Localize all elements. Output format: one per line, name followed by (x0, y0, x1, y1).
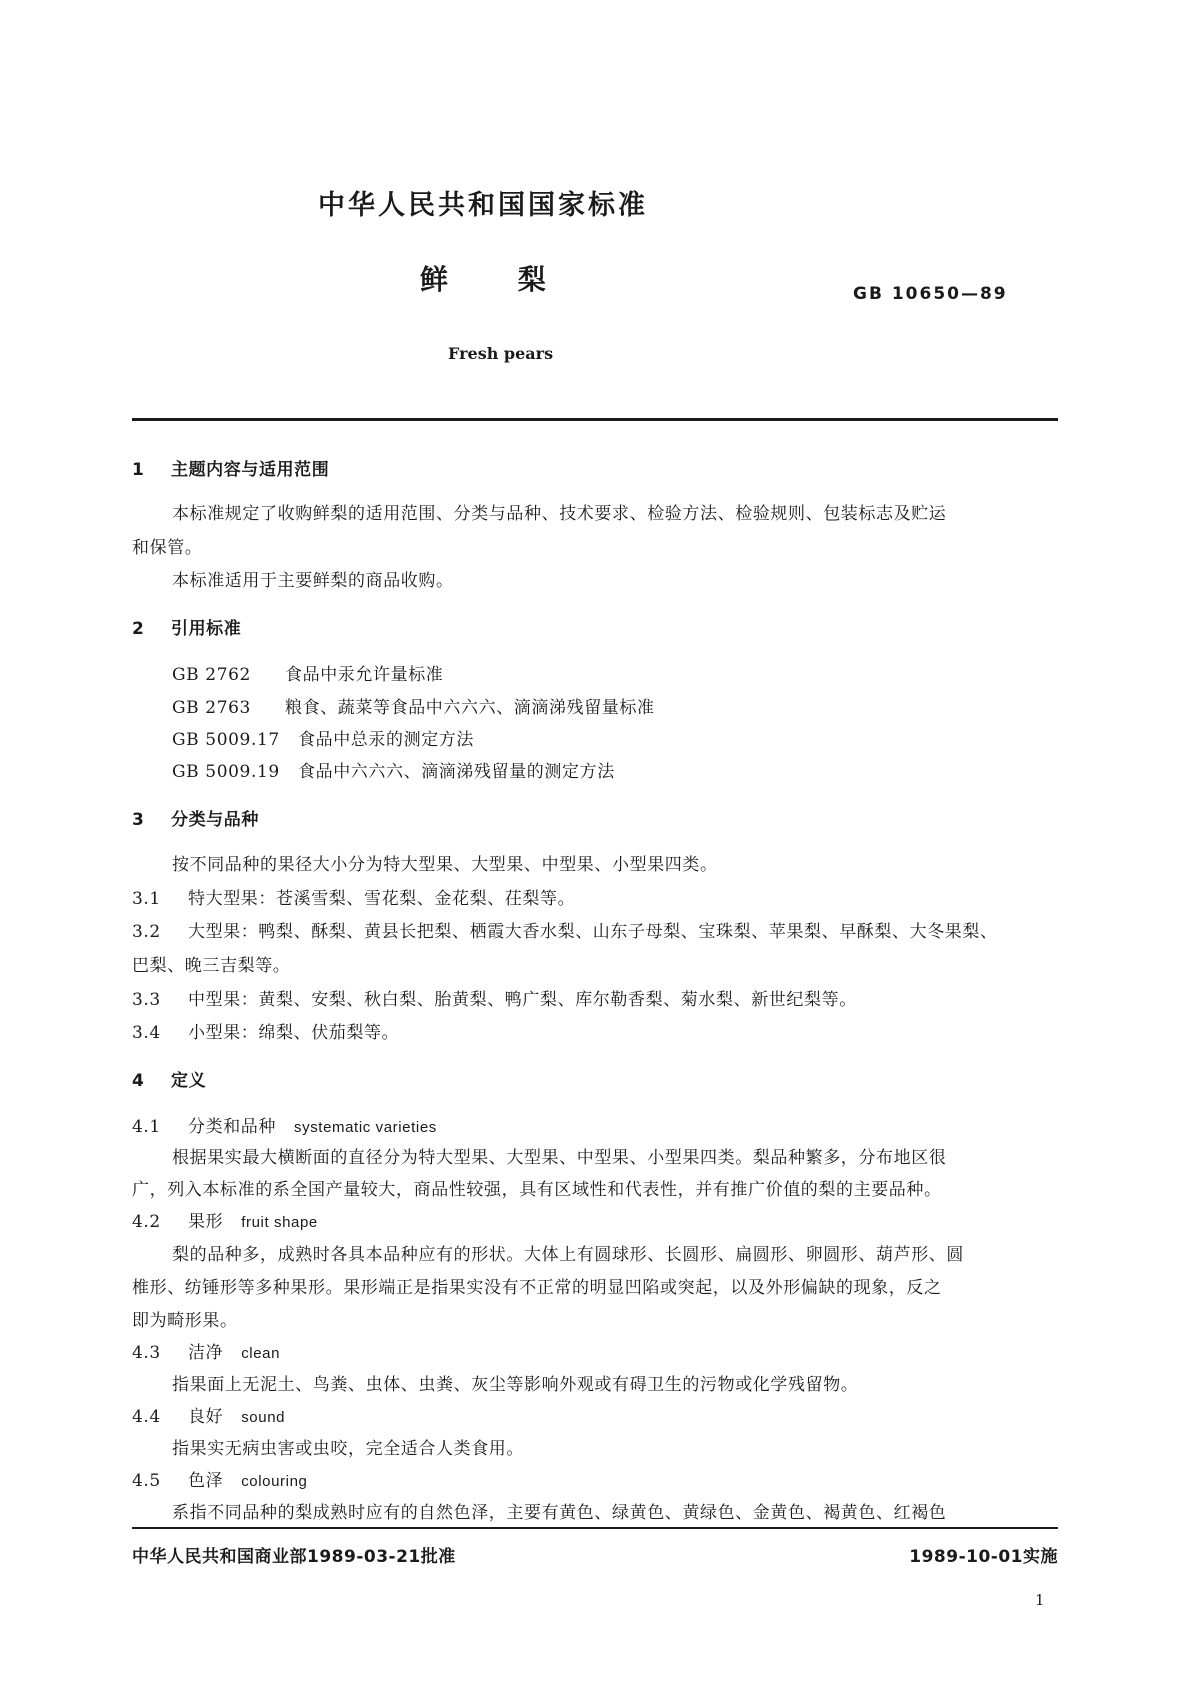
reference-item (172, 725, 474, 750)
approval-line: 中华人民共和国商业部1989-03-21批准 (132, 1547, 456, 1567)
reference-title: 粮食、蔬菜等食品中六六六、滴滴涕残留量标准 (285, 698, 655, 718)
clause-text: 特大型果：苍溪雪梨、雪花梨、金花梨、茌梨等。 (188, 889, 576, 909)
section-2-heading (132, 614, 241, 639)
section-title: 分类与品种 (170, 810, 259, 830)
section-number: 1 (132, 460, 145, 480)
reference-title: 食品中汞允许量标准 (285, 665, 444, 685)
section-1-heading (132, 455, 329, 480)
definition-4-5 (132, 1466, 307, 1491)
section-4-heading (132, 1066, 206, 1091)
definition-text: 广，列入本标准的系全国产量较大，商品性较强，具有区域性和代表性，并有推广价值的梨的主要品种。 (132, 1180, 942, 1200)
definition-term: 洁净 (188, 1343, 224, 1363)
paragraph-continued: 和保管。 (132, 538, 203, 558)
section-title: 主题内容与适用范围 (170, 460, 330, 480)
clause-3-2 (132, 917, 998, 942)
definition-4-2 (132, 1207, 318, 1232)
clause-number: 3.4 (132, 1023, 161, 1043)
definition-text: 椎形、纺锤形等多种果形。果形端正是指果实没有不正常的明显凹陷或突起，以及外形偏缺的现象，反之 (132, 1278, 942, 1298)
clause-text: 小型果：绵梨、伏茄梨等。 (188, 1023, 400, 1043)
clause-3-3 (132, 985, 857, 1010)
definition-text: 系指不同品种的梨成熟时应有的自然色泽，主要有黄色、绿黄色、黄绿色、金黄色、褐黄色、红褐色 (172, 1503, 947, 1523)
definition-term-en: fruit shape (241, 1214, 318, 1231)
reference-code: GB 2762 (172, 665, 251, 685)
clause-text: 大型果：鸭梨、酥梨、黄县长把梨、栖霞大香水梨、山东子母梨、宝珠梨、苹果梨、早酥梨、大冬果梨、 (188, 922, 998, 942)
definition-4-4 (132, 1402, 285, 1427)
clause-number: 3.3 (132, 990, 161, 1010)
english-title: Fresh pears (448, 344, 554, 363)
national-standard-title: 中华人民共和国国家标准 (318, 190, 648, 221)
section-title: 引用标准 (170, 619, 242, 639)
definition-text: 指果实无病虫害或虫咬，完全适合人类食用。 (172, 1439, 524, 1459)
definition-term: 良好 (188, 1407, 224, 1427)
reference-code: GB 5009.17 (172, 730, 280, 750)
clause-number: 4.1 (132, 1117, 161, 1137)
definition-text: 即为畸形果。 (132, 1311, 238, 1331)
clause-number: 3.2 (132, 922, 161, 942)
footer-rule (132, 1527, 1058, 1529)
section-3-heading (132, 805, 259, 830)
clause-number: 4.5 (132, 1471, 161, 1491)
clause-3-1 (132, 884, 575, 909)
section-number: 4 (132, 1071, 145, 1091)
reference-item (172, 693, 655, 718)
reference-title: 食品中总汞的测定方法 (298, 730, 474, 750)
document-title: 鲜 梨 (420, 263, 546, 296)
definition-term-en: sound (241, 1409, 286, 1426)
clause-number: 3.1 (132, 889, 161, 909)
definition-text: 指果面上无泥土、鸟粪、虫体、虫粪、灰尘等影响外观或有碍卫生的污物或化学残留物。 (172, 1375, 859, 1395)
page-number: 1 (1035, 1591, 1045, 1609)
definition-term-en: clean (241, 1345, 281, 1362)
paragraph: 本标准适用于主要鲜梨的商品收购。 (172, 571, 454, 591)
paragraph: 按不同品种的果径大小分为特大型果、大型果、中型果、小型果四类。 (172, 855, 718, 875)
reference-code: GB 5009.19 (172, 762, 280, 782)
clause-text: 中型果：黄梨、安梨、秋白梨、胎黄梨、鸭广梨、库尔勒香梨、菊水梨、新世纪梨等。 (188, 990, 857, 1010)
section-title: 定义 (170, 1071, 207, 1091)
definition-term: 果形 (188, 1212, 224, 1232)
definition-term-en: colouring (241, 1473, 308, 1490)
reference-title: 食品中六六六、滴滴涕残留量的测定方法 (298, 762, 615, 782)
standard-number: GB 10650—89 (853, 284, 1008, 304)
definition-text: 根据果实最大横断面的直径分为特大型果、大型果、中型果、小型果四类。梨品种繁多，分布地区很 (172, 1148, 947, 1168)
paragraph: 本标准规定了收购鲜梨的适用范围、分类与品种、技术要求、检验方法、检验规则、包装标志及贮运 (172, 504, 947, 524)
clause-number: 4.2 (132, 1212, 161, 1232)
section-number: 3 (132, 810, 145, 830)
effective-date: 1989-10-01实施 (909, 1547, 1058, 1567)
reference-item (172, 660, 443, 685)
reference-item (172, 757, 615, 782)
definition-4-1 (132, 1112, 437, 1137)
definition-text: 梨的品种多，成熟时各具本品种应有的形状。大体上有圆球形、长圆形、扁圆形、卵圆形、葫芦形、圆 (172, 1245, 964, 1265)
reference-code: GB 2763 (172, 698, 251, 718)
section-number: 2 (132, 619, 145, 639)
header-rule (132, 418, 1058, 421)
definition-term-en: systematic varieties (294, 1119, 437, 1136)
clause-3-4 (132, 1018, 399, 1043)
definition-term: 色泽 (188, 1471, 224, 1491)
clause-number: 4.3 (132, 1343, 161, 1363)
definition-term: 分类和品种 (188, 1117, 276, 1137)
clause-number: 4.4 (132, 1407, 161, 1427)
definition-4-3 (132, 1338, 280, 1363)
clause-3-2-continued: 巴梨、晚三吉梨等。 (132, 956, 291, 976)
